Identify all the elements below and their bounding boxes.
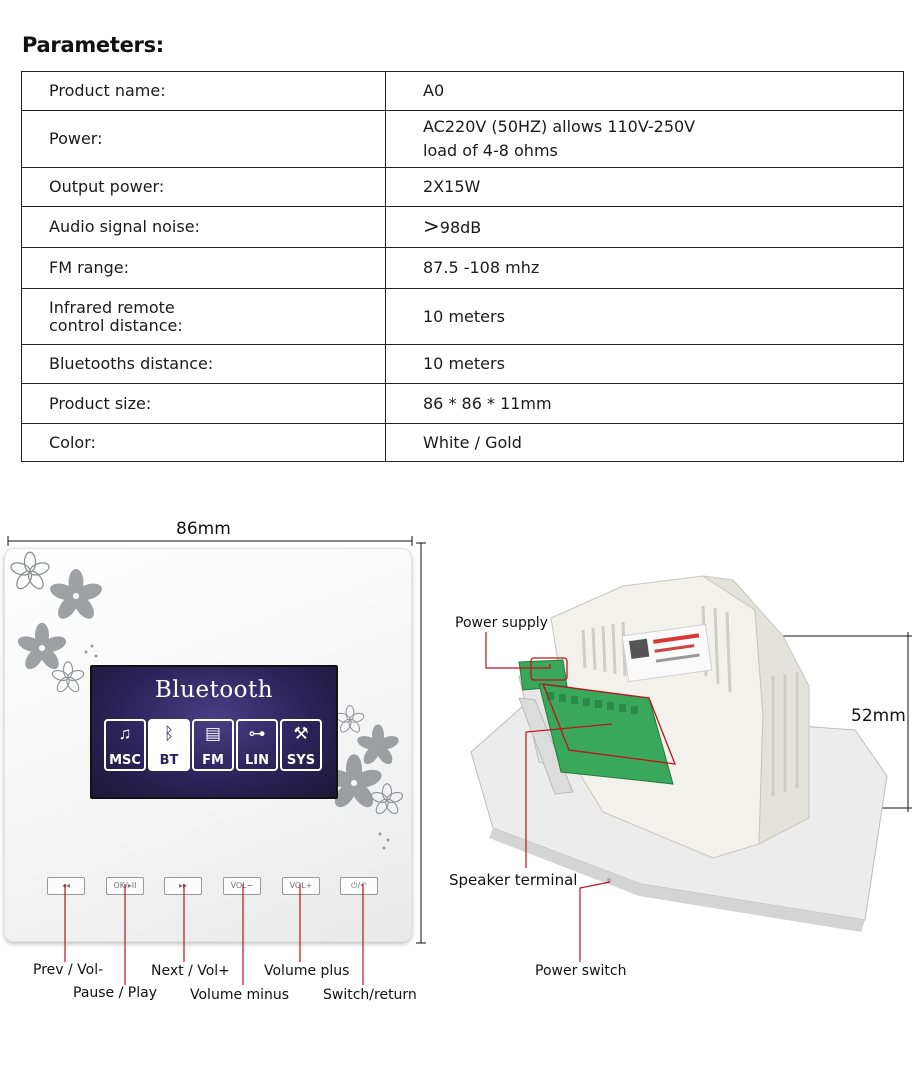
callout-power-switch: Power switch (535, 963, 627, 979)
param-value: 10 meters (386, 345, 904, 384)
param-value: A0 (386, 72, 904, 111)
param-key: FM range: (22, 248, 386, 289)
menu-item-label: BT (159, 753, 179, 768)
callout-prev: Prev / Vol- (33, 962, 104, 978)
tools-icon: ⚒ (293, 724, 309, 743)
prev-button[interactable]: ◂◂ (47, 877, 85, 895)
callout-volume-plus: Volume plus (264, 963, 350, 979)
panel-width-label: 86mm (176, 519, 231, 539)
callout-speaker-terminal: Speaker terminal (449, 871, 578, 889)
callout-next: Next / Vol+ (151, 963, 230, 979)
bluetooth-icon: ᛒ (163, 724, 175, 743)
param-key-line: control distance: (49, 315, 183, 335)
param-value: White / Gold (386, 424, 904, 462)
next-button[interactable]: ▸▸ (164, 877, 202, 895)
param-key: Audio signal noise: (22, 207, 386, 248)
callout-power-supply: Power supply (455, 615, 548, 631)
menu-item-label: SYS (286, 753, 316, 768)
callout-volume-minus: Volume minus (190, 987, 290, 1003)
menu-item-label: LIN (244, 753, 269, 768)
param-key: Product name: (22, 72, 386, 111)
param-key: Bluetooths distance: (22, 345, 386, 384)
param-value: 87.5 -108 mhz (386, 248, 904, 289)
param-value-text: 98dB (439, 218, 482, 237)
menu-item-label: MSC (109, 753, 141, 768)
greater-than-symbol: > (423, 214, 440, 238)
line-in-plug-icon: ⊶ (248, 724, 266, 743)
volume-minus-button[interactable]: VOL− (223, 877, 261, 895)
param-value: 10 meters (386, 289, 904, 345)
param-key: Product size: (22, 384, 386, 424)
param-key: Power: (22, 111, 386, 168)
param-value: 2X15W (386, 168, 904, 207)
power-return-button[interactable]: ⏻/↶ (340, 877, 378, 895)
radio-icon: ▤ (204, 724, 222, 743)
callout-pause-play: Pause / Play (73, 985, 157, 1001)
param-key: Color: (22, 424, 386, 462)
parameters-heading: Parameters: (22, 33, 164, 57)
music-note-icon: ♫ (118, 724, 132, 743)
param-value-line: load of 4-8 ohms (423, 141, 558, 160)
ok-play-pause-button[interactable]: OK/▸II (106, 877, 144, 895)
device-depth-label: 52mm (851, 706, 906, 726)
param-key-line: Infrared remote (49, 297, 175, 317)
param-value: 86 * 86 * 11mm (386, 384, 904, 424)
param-value-line: AC220V (50HZ) allows 110V-250V (423, 117, 696, 136)
param-key: Output power: (22, 168, 386, 207)
screen-title: Bluetooth (154, 677, 274, 703)
callout-switch-return: Switch/return (323, 987, 417, 1003)
menu-item-label: FM (202, 753, 224, 768)
volume-plus-button[interactable]: VOL+ (282, 877, 320, 895)
